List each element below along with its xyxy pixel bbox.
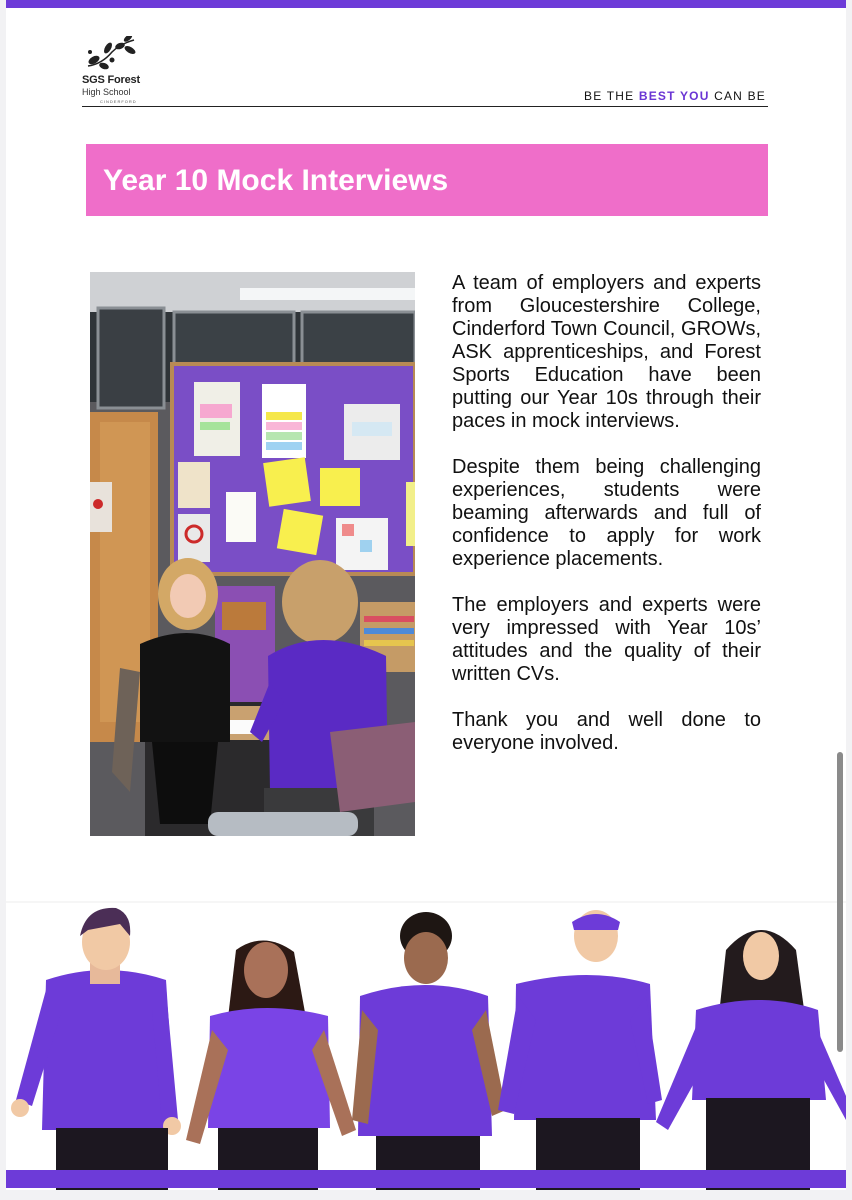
page-title: Year 10 Mock Interviews: [103, 164, 449, 197]
logo-town: CINDERFORD: [100, 99, 137, 104]
student-figure: [498, 910, 662, 1190]
section-banner: [86, 144, 768, 216]
tagline-prefix: BE THE: [583, 89, 639, 103]
tagline-suffix: CAN BE: [709, 89, 766, 103]
interview-photo: [90, 272, 415, 836]
student-figure: [186, 940, 356, 1190]
student-figure: [352, 912, 506, 1190]
top-accent-bar: [6, 0, 846, 8]
tagline-highlight: BEST YOU: [638, 89, 710, 103]
bottom-accent-bar: [6, 1170, 846, 1188]
student-figure: [656, 930, 846, 1190]
article-paragraph: The employers and experts were very impressed with Year 10s’ attitudes and the quality of their written CVs.: [452, 594, 761, 685]
logo-school-subtitle: High School: [82, 87, 131, 97]
scrollbar[interactable]: [837, 752, 843, 1052]
student-figure: [11, 908, 181, 1190]
school-tagline: [546, 89, 766, 103]
oak-leaf-icon: [82, 36, 142, 76]
logo-school-name: SGS Forest: [82, 74, 140, 86]
school-logo: [82, 36, 202, 104]
article-paragraph: Thank you and well done to everyone involved.: [452, 709, 761, 754]
article-body: [452, 272, 761, 778]
students-illustration: [6, 900, 846, 1190]
newsletter-page: [6, 0, 846, 1190]
article-paragraph: Despite them being challenging experiences, students were beaming afterwards and full of confidence to apply for work experience placements.: [452, 456, 761, 570]
header-divider: [82, 106, 768, 107]
article-paragraph: A team of employers and experts from Gloucestershire College, Cinderford Town Council, GROWs, ASK apprenticeships, and Forest Sports Education have been putting our Year 10s through their paces in mock interviews.: [452, 272, 761, 432]
